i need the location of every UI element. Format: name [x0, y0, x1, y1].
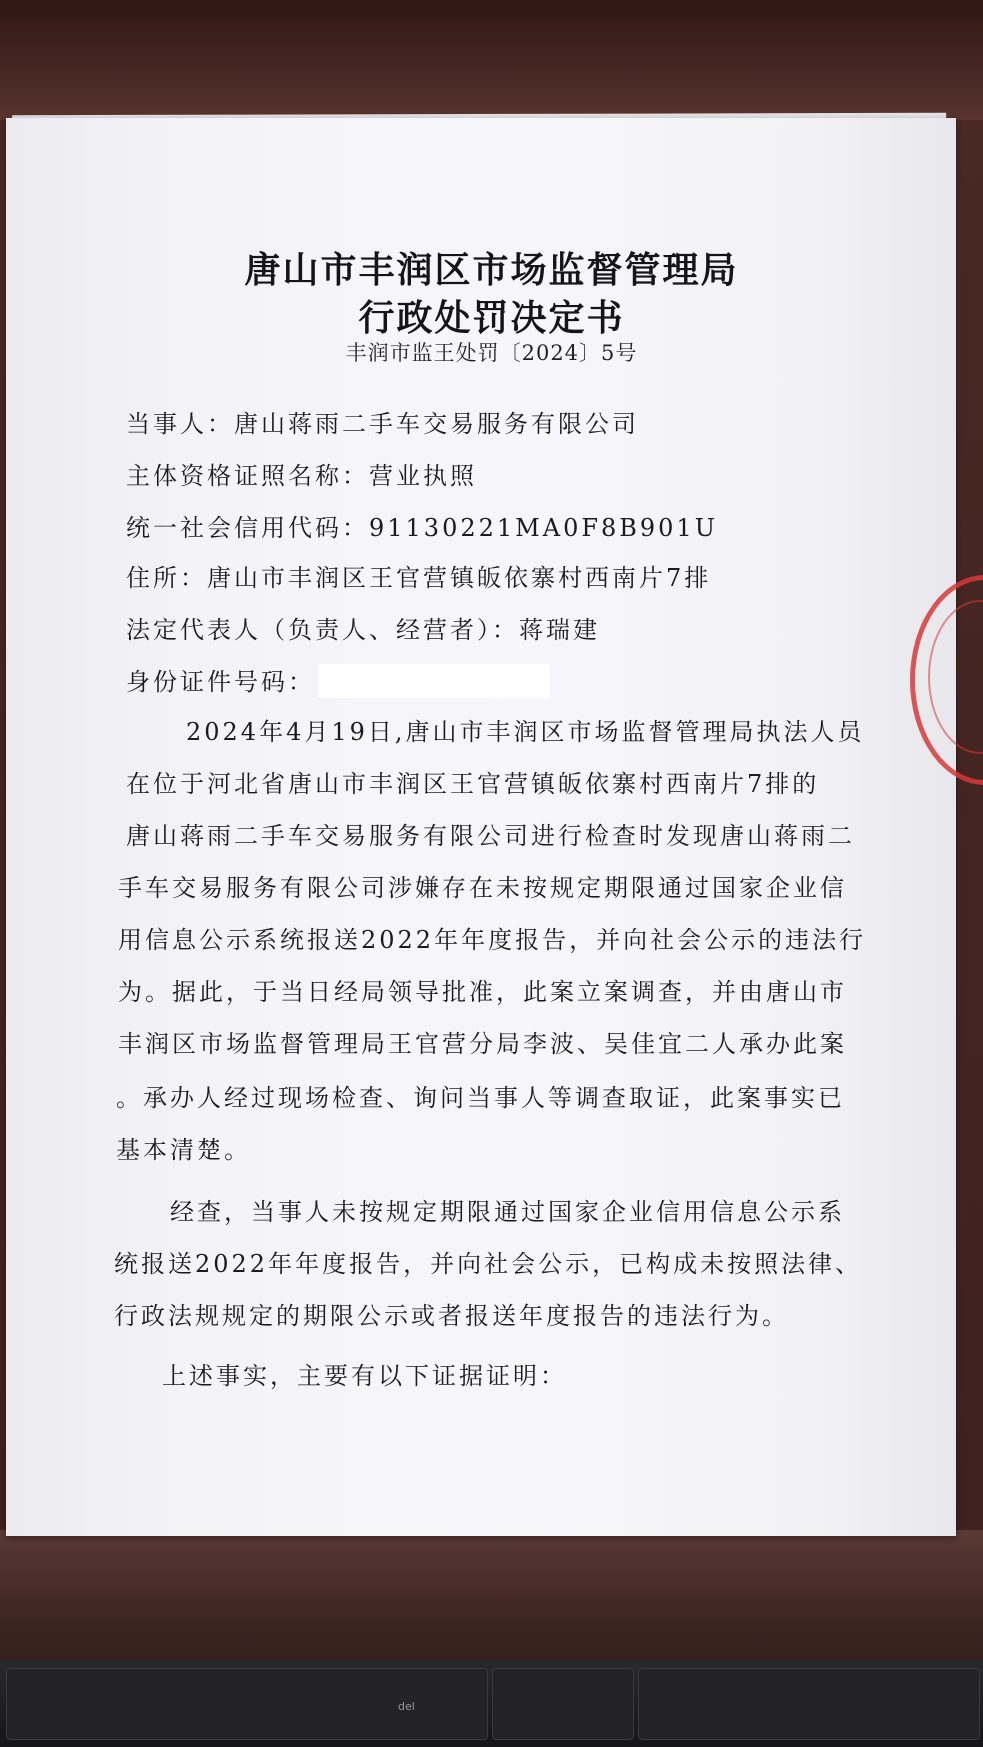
field-label: 当事人： [126, 410, 234, 438]
field-label: 主体资格证照名称： [126, 462, 369, 490]
field-label: 身份证件号码： [126, 668, 315, 696]
paragraph2-line: 统报送2022年年度报告，并向社会公示，已构成未按照法律、 [114, 1250, 863, 1278]
paragraph1-line: 丰润区市场监督管理局王官营分局李波、吴佳宜二人承办此案 [118, 1030, 847, 1058]
field-address [126, 558, 711, 593]
field-value: 唐山市丰润区王官营镇皈依寨村西南片7排 [207, 564, 712, 592]
keyboard-key-label: del [398, 1700, 415, 1713]
paragraph1-line: 为。据此，于当日经局领导批准，此案立案调查，并由唐山市 [118, 978, 847, 1006]
keyboard-key [6, 1668, 488, 1740]
paragraph3-line: 上述事实，主要有以下证据证明： [162, 1362, 567, 1390]
document-title-line2: 行政处罚决定书 [358, 297, 625, 339]
field-label: 法定代表人（负责人、经营者）： [126, 616, 519, 644]
field-value: 91130221MA0F8B901U [369, 514, 718, 542]
desk-background-top [0, 0, 983, 120]
document-number: 丰润市监王处罚〔2024〕5号 [345, 341, 638, 365]
field-value: 营业执照 [369, 462, 477, 490]
paragraph1-line: 基本清楚。 [116, 1136, 251, 1164]
paragraph2-line: 经查，当事人未按规定期限通过国家企业信用信息公示系 [170, 1198, 845, 1226]
field-legal-representative [126, 610, 600, 645]
field-value: 唐山蒋雨二手车交易服务有限公司 [234, 410, 639, 438]
redaction-box [318, 664, 550, 698]
paragraph1-line: 。承办人经过现场检查、询问当事人等调查取证，此案事实已 [116, 1084, 845, 1112]
paragraph1-line: 用信息公示系统报送2022年年度报告，并向社会公示的违法行 [118, 926, 867, 954]
field-credit-code [126, 508, 718, 543]
field-party [126, 404, 639, 439]
paragraph2-line: 行政法规规定的期限公示或者报送年度报告的违法行为。 [114, 1302, 789, 1330]
field-id-number [126, 662, 315, 697]
field-label: 住所： [126, 564, 207, 592]
paragraph1-line: 手车交易服务有限公司涉嫌存在未按规定期限通过国家企业信 [118, 874, 847, 902]
paragraph1-line: 唐山蒋雨二手车交易服务有限公司进行检查时发现唐山蒋雨二 [126, 822, 855, 850]
field-license-name [126, 456, 477, 491]
document-title-line1: 唐山市丰润区市场监督管理局 [244, 249, 739, 291]
paragraph1-line: 2024年4月19日,唐山市丰润区市场监督管理局执法人员 [186, 718, 865, 746]
keyboard-key [492, 1668, 634, 1740]
field-label: 统一社会信用代码： [126, 514, 369, 542]
paragraph1-line: 在位于河北省唐山市丰润区王官营镇皈依寨村西南片7排的 [126, 770, 820, 798]
keyboard-key [638, 1668, 980, 1740]
field-value: 蒋瑞建 [519, 616, 600, 644]
